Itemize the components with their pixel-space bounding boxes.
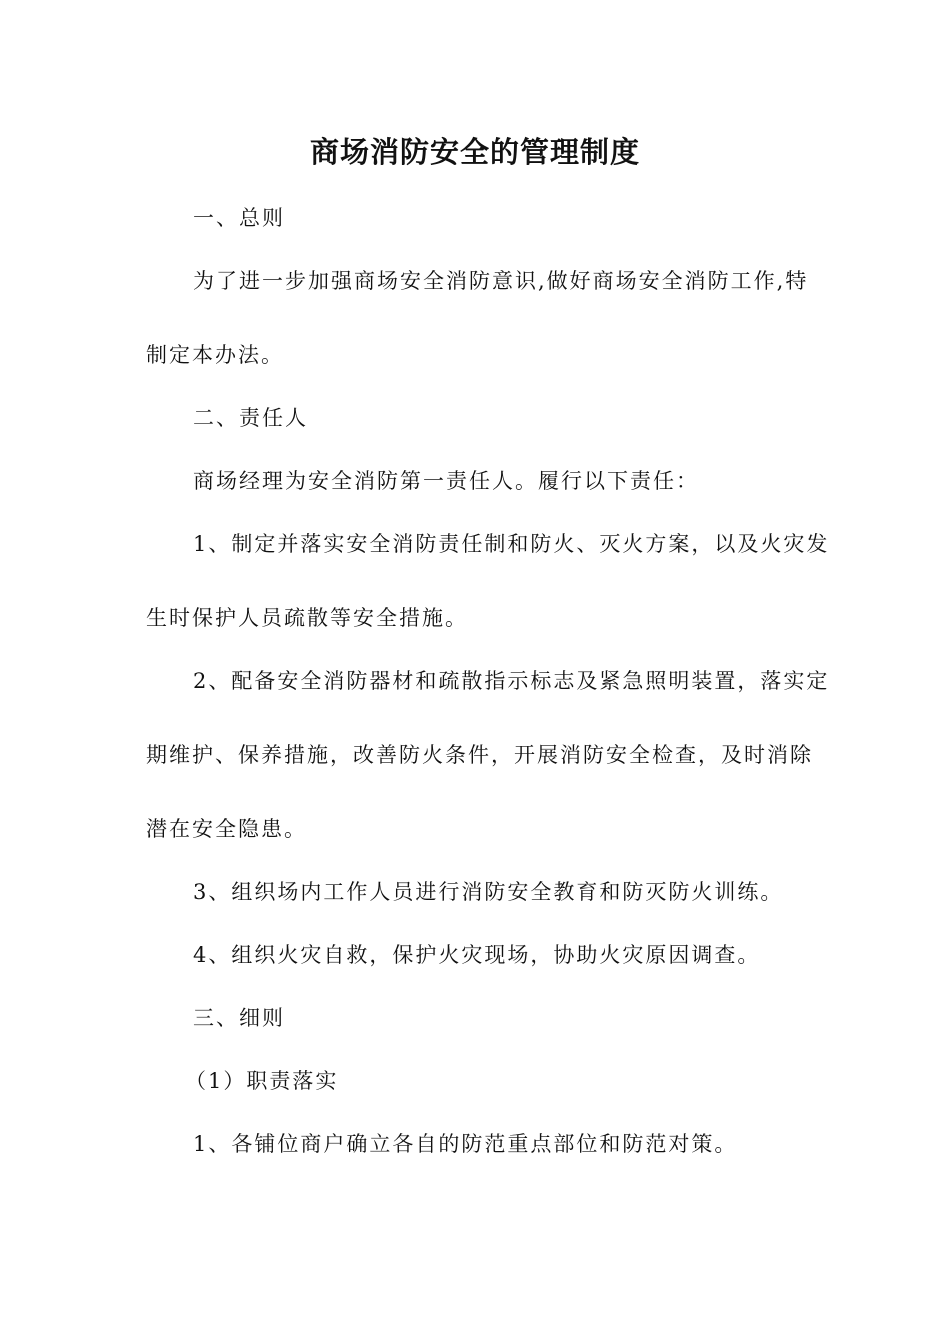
paragraph-line: 为了进一步加强商场安全消防意识,做好商场安全消防工作,特 xyxy=(193,269,809,293)
list-item-line: 期维护、保养措施，改善防火条件，开展消防安全检查，及时消除 xyxy=(146,743,813,767)
list-item-line: 潜在安全隐患。 xyxy=(146,817,307,841)
list-item-line: 2、配备安全消防器材和疏散指示标志及紧急照明装置，落实定 xyxy=(193,669,830,693)
list-item-line: 4、组织火灾自救，保护火灾现场，协助火灾原因调查。 xyxy=(193,943,761,967)
list-item-line: 1、各铺位商户确立各自的防范重点部位和防范对策。 xyxy=(193,1132,738,1156)
document-title: 商场消防安全的管理制度 xyxy=(309,135,640,169)
paragraph-line: 商场经理为安全消防第一责任人。履行以下责任： xyxy=(193,469,699,493)
list-item-line: 3、组织场内工作人员进行消防安全教育和防灭防火训练。 xyxy=(193,880,784,904)
list-item-line: 1、制定并落实安全消防责任制和防火、灭火方案，以及火灾发 xyxy=(193,532,830,556)
paragraph-line: 制定本办法。 xyxy=(146,343,284,367)
section-heading-general: 一、总则 xyxy=(193,206,285,230)
list-item-line: 生时保护人员疏散等安全措施。 xyxy=(146,606,468,630)
section-heading-responsible-person: 二、责任人 xyxy=(193,406,308,430)
section-heading-details: 三、细则 xyxy=(193,1006,285,1030)
subsection-heading: （1）职责落实 xyxy=(185,1069,339,1093)
